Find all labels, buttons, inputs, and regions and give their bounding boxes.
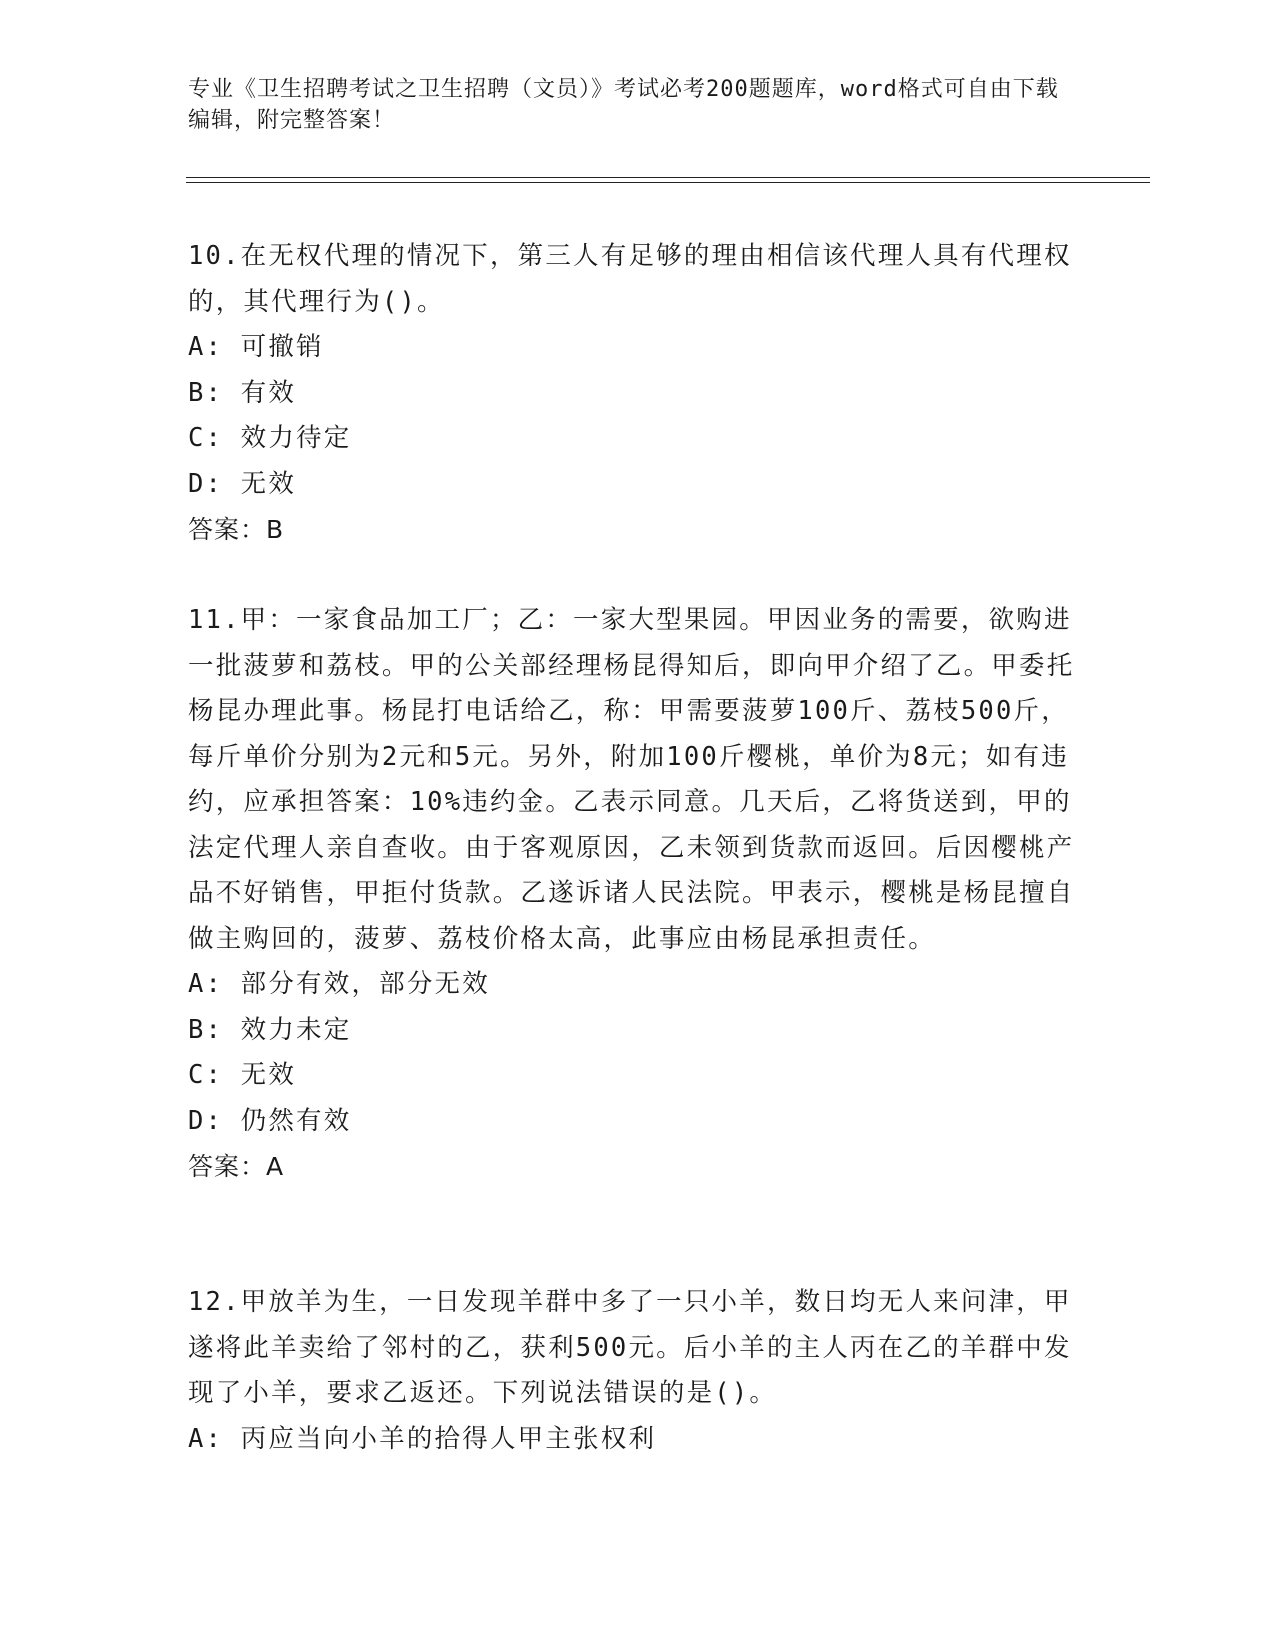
header-divider-bottom <box>186 182 1150 183</box>
document-header: 专业《卫生招聘考试之卫生招聘（文员）》考试必考200题题库，word格式可自由下载编辑，附完整答案！ <box>188 77 1059 133</box>
option-a: A: 丙应当向小羊的拾得人甲主张权利 <box>188 1423 657 1454</box>
option-d: D: 仍然有效 <box>188 1105 352 1136</box>
answer-line: 答案：A <box>188 1152 285 1181</box>
option-c: C: 无效 <box>188 1060 297 1090</box>
option-b: B: 效力未定 <box>188 1014 352 1045</box>
option-a: A: 可撤销 <box>188 332 324 362</box>
question-11 <box>188 598 1078 1190</box>
answer-line: 答案：B <box>188 515 285 544</box>
question-12 <box>188 1280 1078 1462</box>
header-divider-top <box>186 177 1150 178</box>
question-10 <box>188 234 1078 553</box>
option-a: A: 部分有效，部分无效 <box>188 969 490 999</box>
question-stem: 10.在无权代理的情况下，第三人有足够的理由相信该代理人具有代理权的，其代理行为()。 <box>188 241 1072 317</box>
question-stem: 11.甲：一家食品加工厂；乙：一家大型果园。甲因业务的需要，欲购进一批菠萝和荔枝。甲的公关部经理杨昆得知后，即向甲介绍了乙。甲委托杨昆办理此事。杨昆打电话给乙，称：甲需要菠萝100斤、荔枝500斤，每斤单价分别为2元和5元。另外，附加100斤樱桃，单价为8元；如有违约，应承担答案：10%违约金。乙表示同意。几天后，乙将货送到，甲的法定代理人亲自查收。由于客观原因，乙未领到货款而返回。后因樱桃产品不好销售，甲拒付货款。乙遂诉诸人民法院。甲表示，樱桃是杨昆擅自做主购回的，菠萝、荔枝价格太高，此事应由杨昆承担责任。 <box>188 605 1075 954</box>
option-c: C: 效力待定 <box>188 423 352 453</box>
question-stem: 12.甲放羊为生，一日发现羊群中多了一只小羊，数日均无人来问津，甲遂将此羊卖给了邻村的乙，获利500元。后小羊的主人丙在乙的羊群中发现了小羊，要求乙返还。下列说法错误的是()。 <box>188 1287 1072 1408</box>
option-b: B: 有效 <box>188 377 297 408</box>
option-d: D: 无效 <box>188 468 297 499</box>
